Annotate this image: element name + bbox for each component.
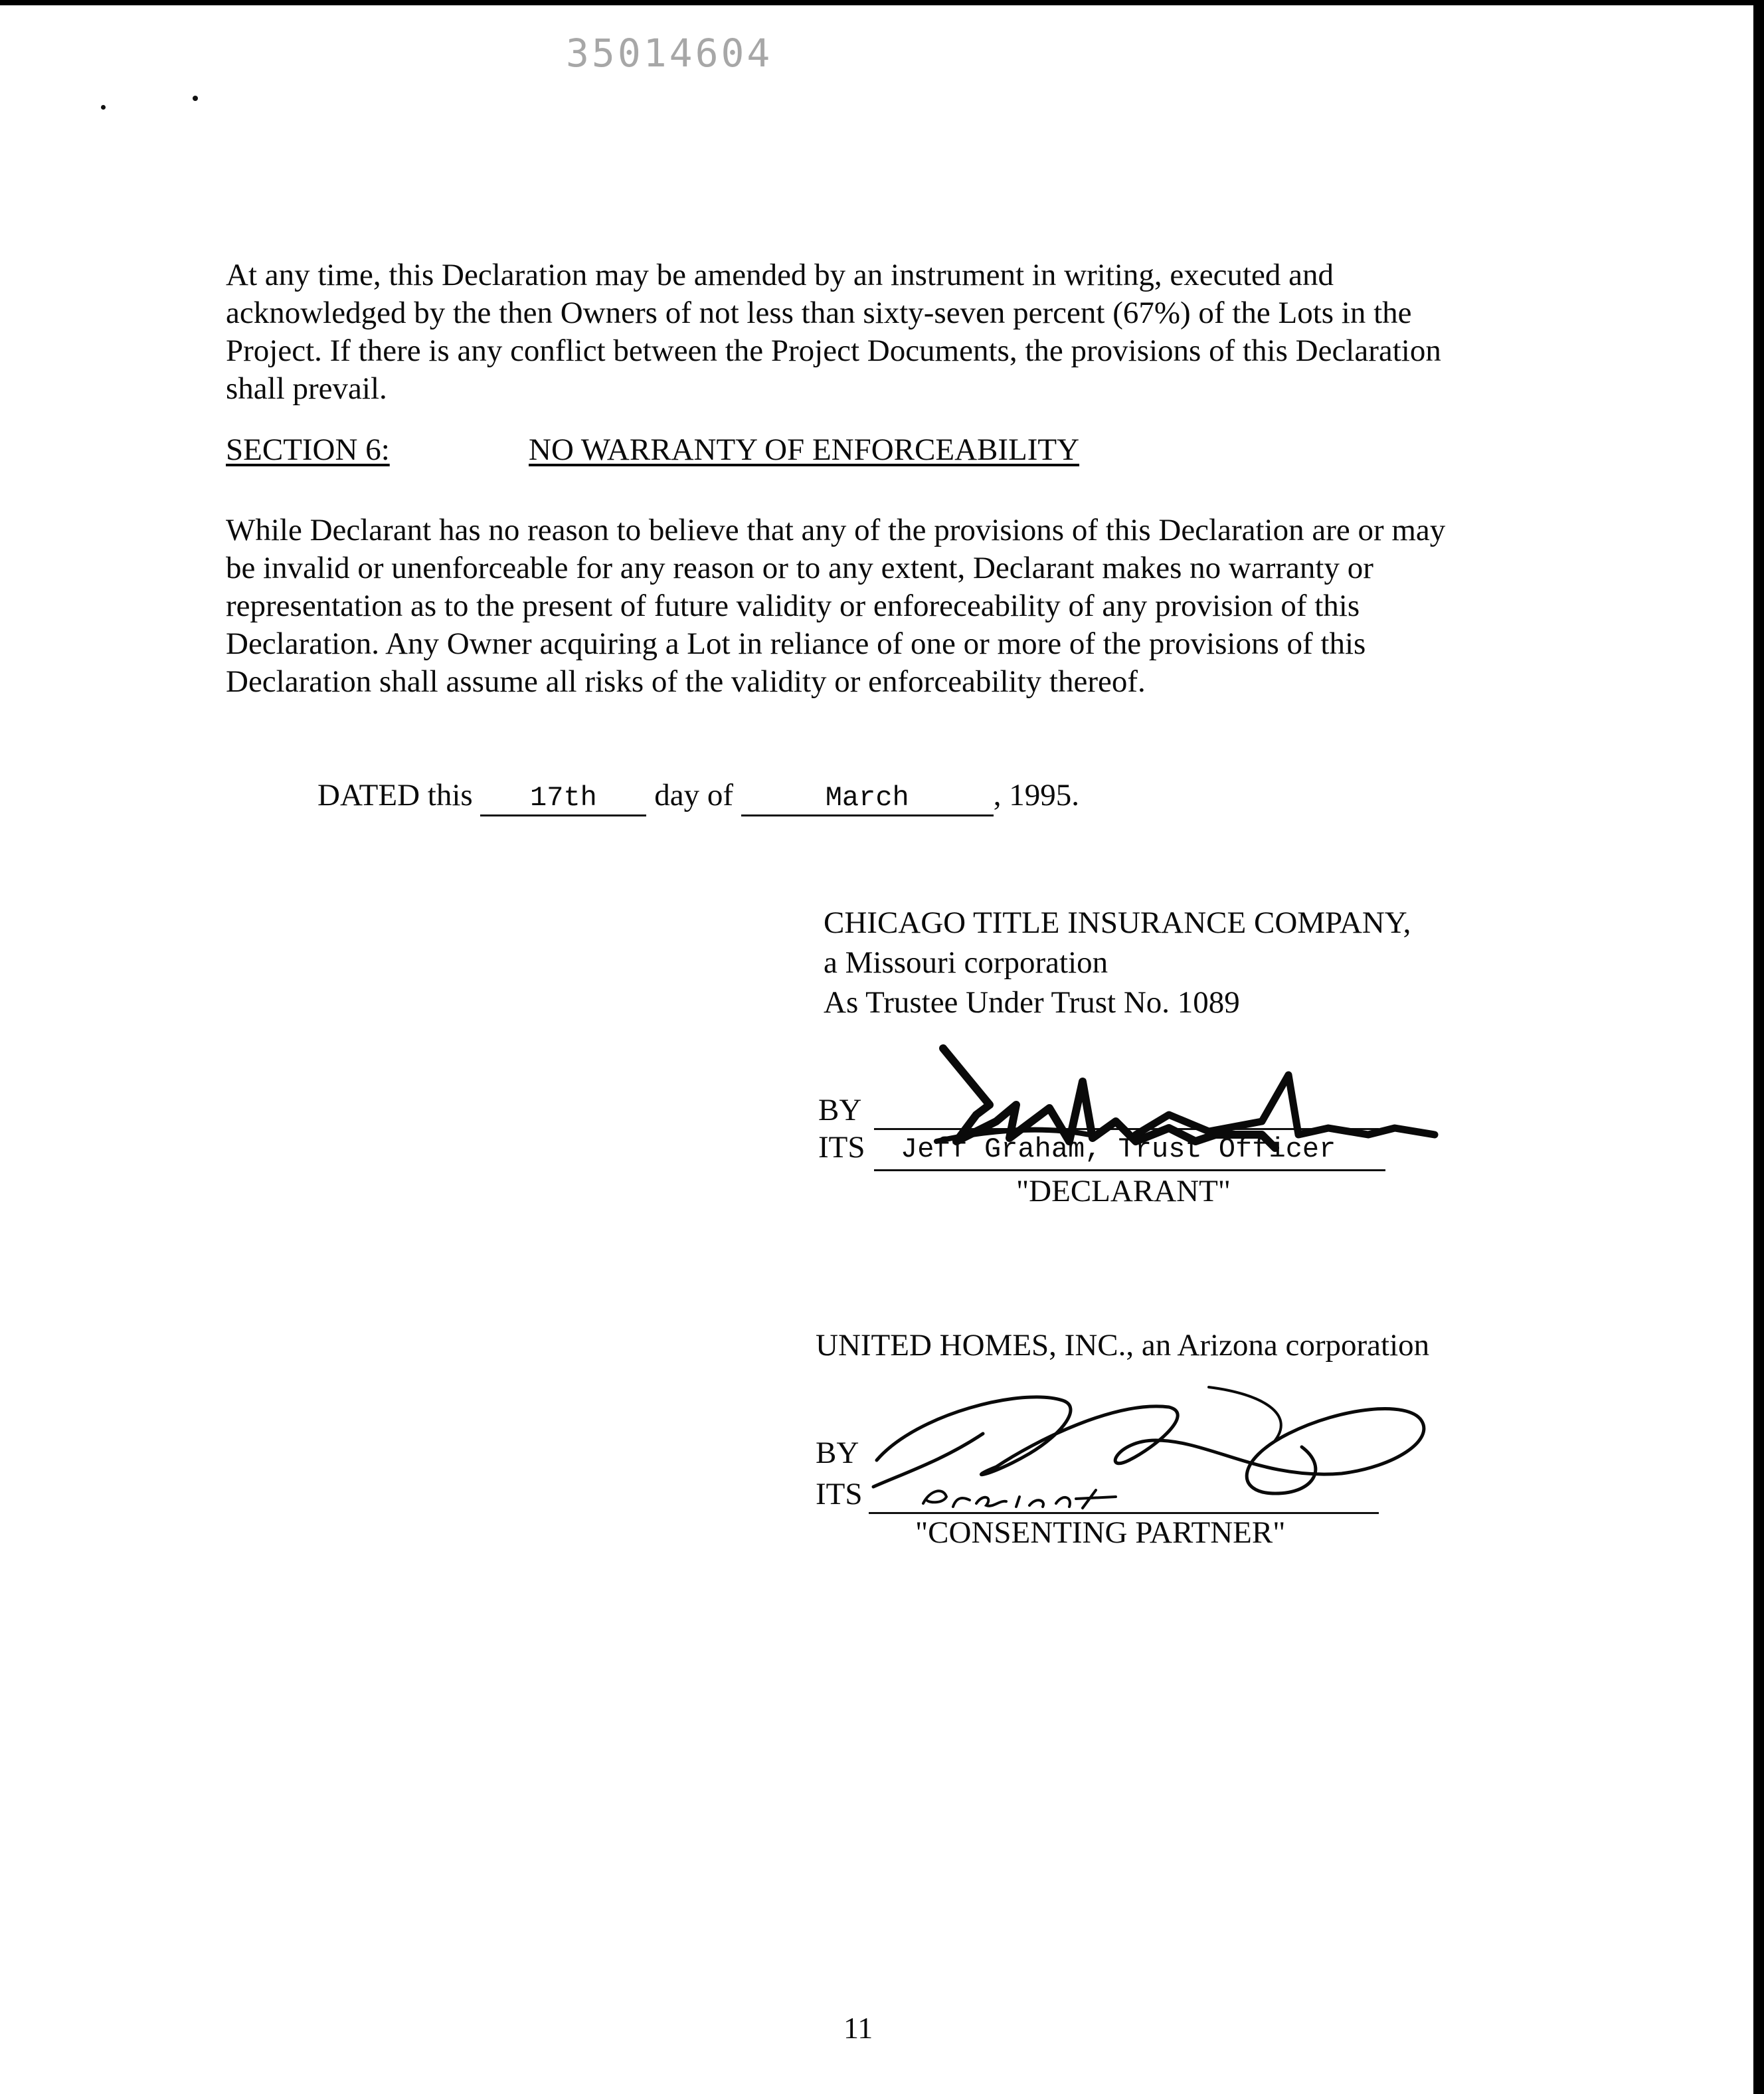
scan-speck [101,105,106,110]
amendment-paragraph: At any time, this Declaration may be amended by an instrument in writing, executed and acknowledged by the then Owners of not less than sixty-seven percent (67%) of the Lots in the Project. If there is any conflict between the Project Documents, the provisions of this Declaration shall prevail. [226,258,1441,406]
document-number-stamp: 35014604 [566,31,773,76]
document-page [0,5,1753,2094]
dated-middle: day of [654,778,733,812]
declarant-its-label: ITS [818,1130,865,1165]
declarant-role: "DECLARANT" [1016,1174,1231,1208]
declarant-trustee: As Trustee Under Trust No. 1089 [824,985,1240,1020]
dated-day-field: 17th [480,781,646,816]
declarant-company: CHICAGO TITLE INSURANCE COMPANY, [824,905,1411,940]
dated-prefix: DATED this [317,778,473,812]
consenting-its-label: ITS [816,1477,863,1511]
section-title: NO WARRANTY OF ENFORCEABILITY [529,432,1080,467]
dated-year: , 1995. [993,778,1079,812]
consenting-role: "CONSENTING PARTNER" [915,1515,1286,1550]
declarant-its-value: Jeff Graham, Trust Officer [901,1133,1336,1165]
consenting-company: UNITED HOMES, INC., an Arizona corporation [816,1328,1430,1363]
warranty-paragraph: While Declarant has no reason to believe that any of the provisions of this Declaration are or may be invalid or unenforceable for any reason or to any extent, Declarant makes no warranty or representation as to the present of future validity or enforeceability of any provision of this Declaration. Any Owner acquiring a Lot in reliance of one or more of the provisions of this Declaration shall assume all risks of the validity or enforceability thereof. [226,513,1446,699]
section-number: SECTION 6: [226,432,390,467]
declarant-corporation: a Missouri corporation [824,945,1108,980]
consenting-by-label: BY [816,1436,859,1470]
dated-month-field: March [741,781,994,816]
dated-line [317,777,1079,816]
consenting-signature [863,1361,1448,1520]
page-number: 11 [843,2011,873,2045]
declarant-signature [917,1042,1448,1175]
scan-speck [193,96,198,101]
declarant-by-label: BY [818,1093,862,1127]
